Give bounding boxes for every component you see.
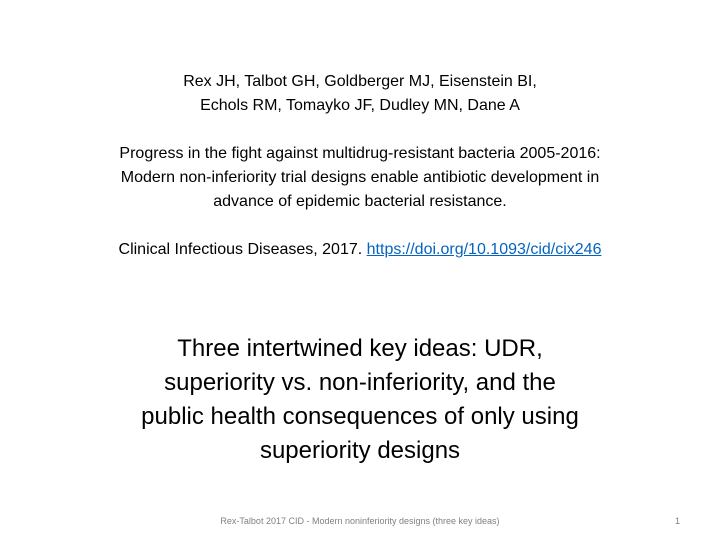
- key-ideas-line-4: superiority designs: [259, 437, 461, 464]
- citation-spacer: [40, 214, 680, 238]
- key-ideas-heading: [60, 332, 660, 468]
- key-ideas-line-2: superiority vs. non-inferiority, and the: [164, 369, 556, 396]
- doi-link[interactable]: https://doi.org/10.1093/cid/cix246: [366, 241, 602, 258]
- citation-journal: Clinical Infectious Diseases, 2017.: [118, 241, 363, 258]
- slide-number: 1: [674, 516, 680, 526]
- citation-title-line-1: Progress in the fight against multidrug-resistant bacteria 2005-2016:: [119, 145, 601, 162]
- key-ideas-line-3: public health consequences of only using: [141, 403, 579, 430]
- citation-block: [40, 70, 680, 262]
- slide-footer: Rex-Talbot 2017 CID - Modern noninferiority designs (three key ideas): [220, 516, 500, 526]
- citation-spacer: [40, 118, 680, 142]
- citation-authors-line-2: Echols RM, Tomayko JF, Dudley MN, Dane A: [200, 97, 520, 114]
- key-ideas-line-1: Three intertwined key ideas: UDR,: [177, 335, 543, 362]
- citation-journal-line: [40, 238, 680, 262]
- citation-title-line-2: Modern non-inferiority trial designs enable antibiotic development in: [120, 169, 600, 186]
- citation-authors-line-1: Rex JH, Talbot GH, Goldberger MJ, Eisenstein BI,: [183, 73, 537, 90]
- citation-title-line-3: advance of epidemic bacterial resistance.: [213, 193, 507, 210]
